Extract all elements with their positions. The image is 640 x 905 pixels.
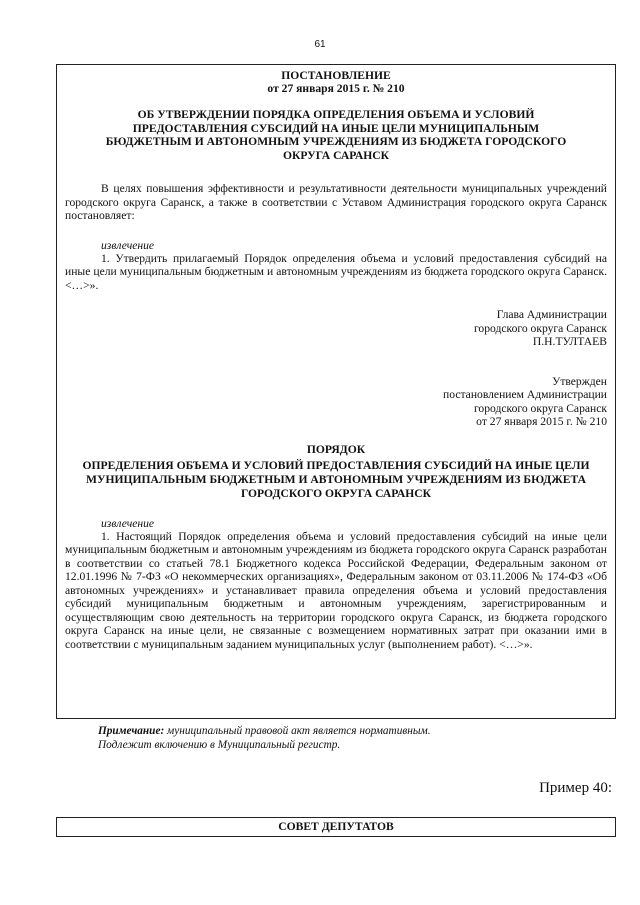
decree-heading: ПОСТАНОВЛЕНИЕ [281, 69, 391, 82]
note-label: Примечание: [98, 725, 165, 737]
decree-frame [56, 64, 616, 719]
order-title: ОПРЕДЕЛЕНИЯ ОБЪЕМА И УСЛОВИЙ ПРЕДОСТАВЛЕНИЯ СУБСИДИЙ НА ИНЫЕ ЦЕЛИ МУНИЦИПАЛЬНЫМ БЮДЖЕТНЫМ И АВТОНОМНЫМ УЧРЕЖДЕНИЯМ ИЗ БЮДЖЕТА ГОРОДСКОГО ОКРУГА САРАНСК [82, 458, 590, 500]
next-box-title: СОВЕТ ДЕПУТАТОВ [56, 817, 616, 837]
decree-item-1: 1. Утвердить прилагаемый Порядок определения объема и условий предоставления субсидий на иные цели муниципальным бюджетным и автономным учреждениям из бюджета городского округа Саранск. <…>». [65, 251, 607, 292]
approval-line: постановлением Администрации [443, 388, 607, 401]
extract-label: извлечение [101, 238, 155, 252]
order-item-1: 1. Настоящий Порядок определения объема и условий предоставления субсидий на иные цели муниципальным бюджетным и автономным учреждениям из бюджета городского округа Саранск разработан в соответствии со статьей 78.1 Бюджетного кодекса Российской Федерации, Федеральным законом от 12.01.1996 № 7-ФЗ «О некоммерческих организациях», Федеральным законом от 03.11.2006 № 174-ФЗ «Об автономных учреждениях» и устанавливает правила определения объема и условий предоставления субсидий муниципальным бюджетным и автономным учреждениям, зарегистрированным и осуществляющим свою деятельность на территории городского округа Саранск, из бюджета городского округа Саранск на иные цели, не связанные с возмещением нормативных затрат при оказании ими в соответствии с муниципальным заданием муниципальных услуг (выполнением работ). <…>». [65, 529, 607, 651]
signature-line: городского округа Саранск [473, 321, 607, 335]
signature-name: П.Н.ТУЛТАЕВ [532, 335, 607, 348]
note-text: муниципальный правовой акт является нормативным. [164, 725, 431, 737]
decree-date: от 27 января 2015 г. № 210 [267, 82, 405, 95]
page-number: 61 [314, 39, 326, 50]
approval-line: от 27 января 2015 г. № 210 [476, 415, 607, 428]
decree-title: ОБ УТВЕРЖДЕНИИ ПОРЯДКА ОПРЕДЕЛЕНИЯ ОБЪЕМА И УСЛОВИЙ ПРЕДОСТАВЛЕНИЯ СУБСИДИЙ НА ИНЫЕ ЦЕЛИ МУНИЦИПАЛЬНЫМ БЮДЖЕТНЫМ И АВТОНОМНЫМ УЧРЕЖДЕНИЯМ ИЗ БЮДЖЕТА ГОРОДСКОГО ОКРУГА САРАНСК [105, 108, 567, 162]
approval-block [65, 375, 607, 429]
signature-block [65, 308, 607, 349]
example-label: Пример 40: [539, 780, 612, 796]
signature-line: Глава Администрации [496, 308, 607, 321]
order-heading: ПОРЯДОК [306, 442, 366, 456]
approval-line: Утвержден [552, 374, 607, 388]
note-line-2: Подлежит включению в Муниципальный регистр. [98, 739, 341, 751]
extract-label: извлечение [101, 516, 155, 530]
note-block [98, 724, 431, 752]
approval-line: городского округа Саранск [473, 401, 607, 415]
decree-preamble: В целях повышения эффективности и результативности деятельности муниципальных учреждений городского округа Саранск, а также в соответствии с Уставом Администрация городского округа Саранск постановляет: [65, 182, 607, 222]
